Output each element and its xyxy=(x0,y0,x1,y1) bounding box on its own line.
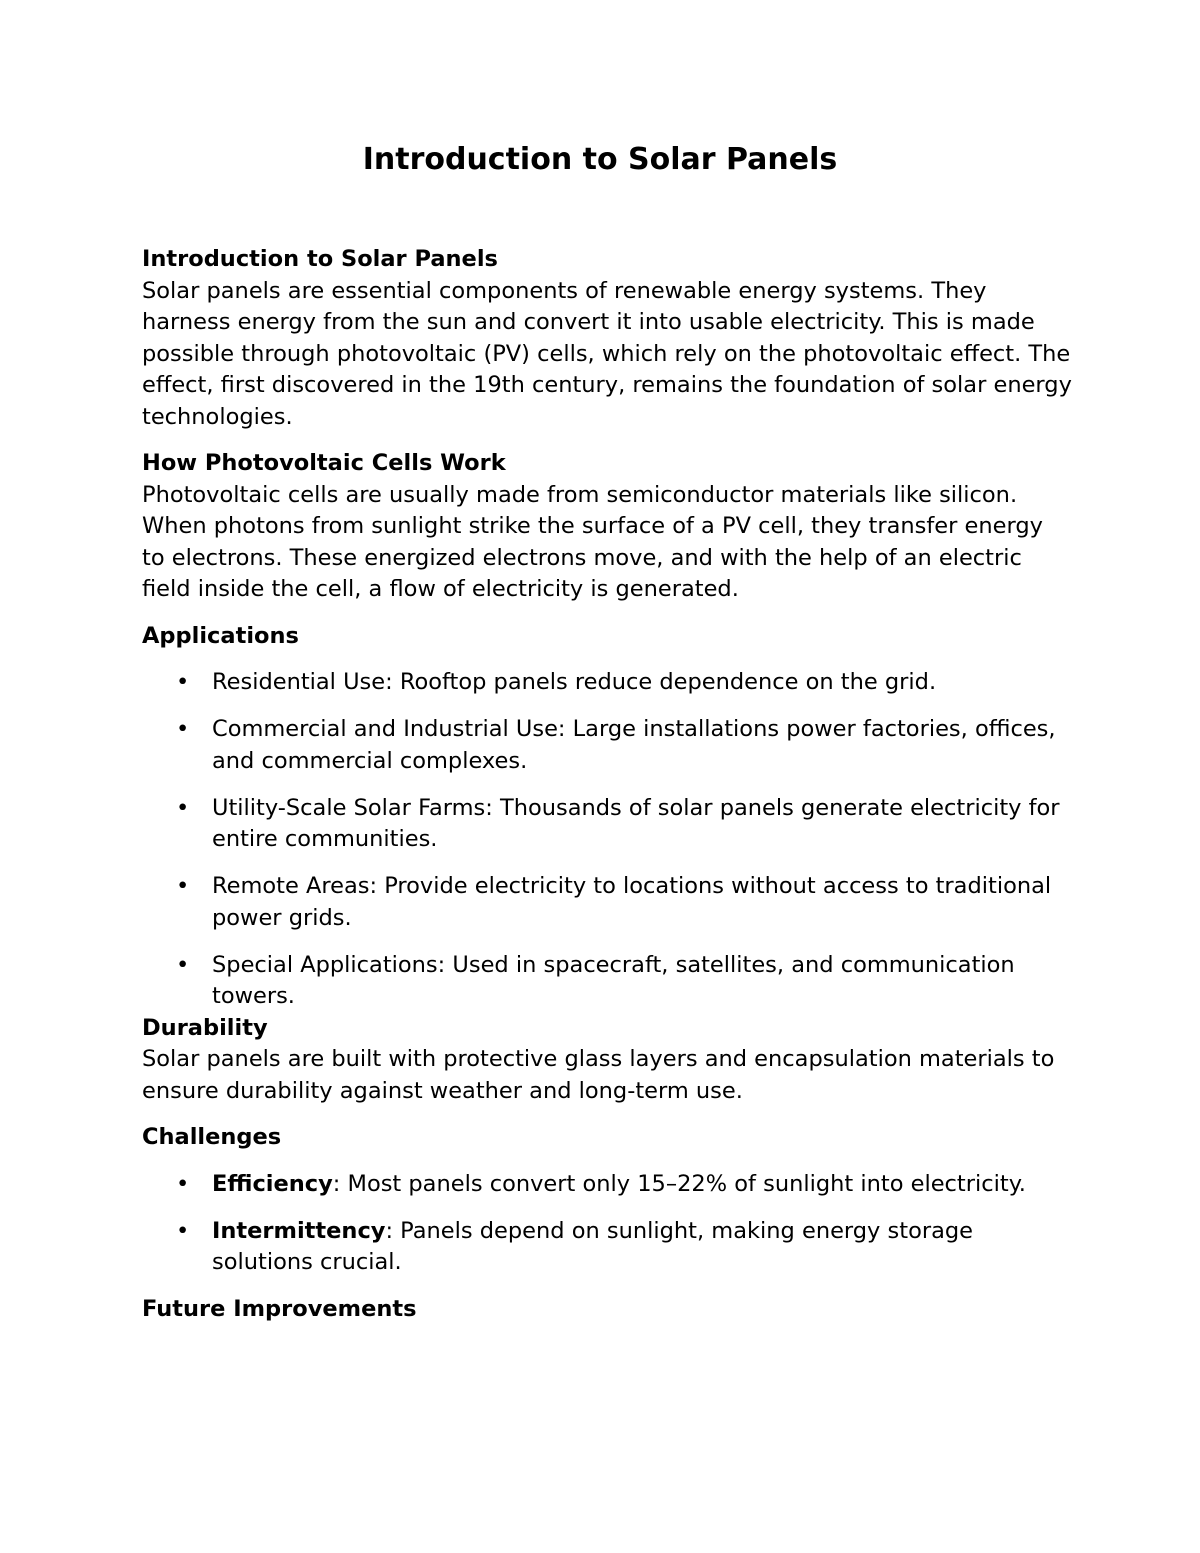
section-heading-how-pv-works: How Photovoltaic Cells Work xyxy=(142,450,506,476)
document-body xyxy=(142,244,1072,1326)
list-item-text: Special Applications: Used in spacecraft, satellites, and communication towers. xyxy=(212,951,1015,1009)
bullet-icon: • xyxy=(176,873,190,899)
list-item xyxy=(142,1169,1072,1201)
section-heading-challenges: Challenges xyxy=(142,1124,282,1150)
list-item xyxy=(142,714,1072,777)
list-item-text: Commercial and Industrial Use: Large installations power factories, offices, and commercial complexes. xyxy=(212,716,1056,774)
applications-list xyxy=(142,667,1072,1013)
list-item-term: Efficiency xyxy=(212,1170,333,1197)
list-item-text: : Panels depend on sunlight, making energy storage solutions crucial. xyxy=(212,1217,974,1275)
challenges-list xyxy=(142,1169,1072,1279)
paragraph-intro: Solar panels are essential components of renewable energy systems. They harness energy from the sun and convert it into usable electricity. This is made possible through photovoltaic (PV) cells, which rely on the photovoltaic effect. The effect, first discovered in the 19th century, remains the foundation of solar energy technologies. xyxy=(142,277,1072,430)
list-item-text: Utility-Scale Solar Farms: Thousands of solar panels generate electricity for entire communities. xyxy=(212,794,1060,852)
list-item xyxy=(142,667,1072,699)
list-item xyxy=(142,1216,1072,1279)
bullet-icon: • xyxy=(176,951,190,978)
list-item-text: Residential Use: Rooftop panels reduce dependence on the grid. xyxy=(212,669,937,695)
list-item-text: : Most panels convert only 15–22% of sunlight into electricity. xyxy=(332,1170,1026,1197)
list-item-text: Remote Areas: Provide electricity to locations without access to traditional power grids. xyxy=(212,873,1052,931)
bullet-icon: • xyxy=(176,716,190,742)
document-title: Introduction to Solar Panels xyxy=(362,142,838,177)
paragraph-durability: Solar panels are built with protective glass layers and encapsulation materials to ensure durability against weather and long-term use. xyxy=(142,1046,1055,1104)
bullet-icon: • xyxy=(176,794,190,821)
list-item xyxy=(142,950,1072,1013)
bullet-icon: • xyxy=(176,1170,190,1197)
paragraph-how-pv-works: Photovoltaic cells are usually made from semiconductor materials like silicon. When photons from sunlight strike the surface of a PV cell, they transfer energy to electrons. These energized electrons move, and with the help of an electric field inside the cell, a flow of electricity is generated. xyxy=(142,481,1043,602)
section-heading-intro: Introduction to Solar Panels xyxy=(142,246,498,272)
bullet-icon: • xyxy=(176,669,190,695)
section-heading-applications: Applications xyxy=(142,622,299,649)
section-heading-future-improvements: Future Improvements xyxy=(142,1296,417,1322)
list-item xyxy=(142,871,1072,934)
bullet-icon: • xyxy=(176,1217,190,1244)
section-heading-durability: Durability xyxy=(142,1014,268,1041)
list-item xyxy=(142,793,1072,856)
list-item-term: Intermittency xyxy=(212,1217,386,1244)
